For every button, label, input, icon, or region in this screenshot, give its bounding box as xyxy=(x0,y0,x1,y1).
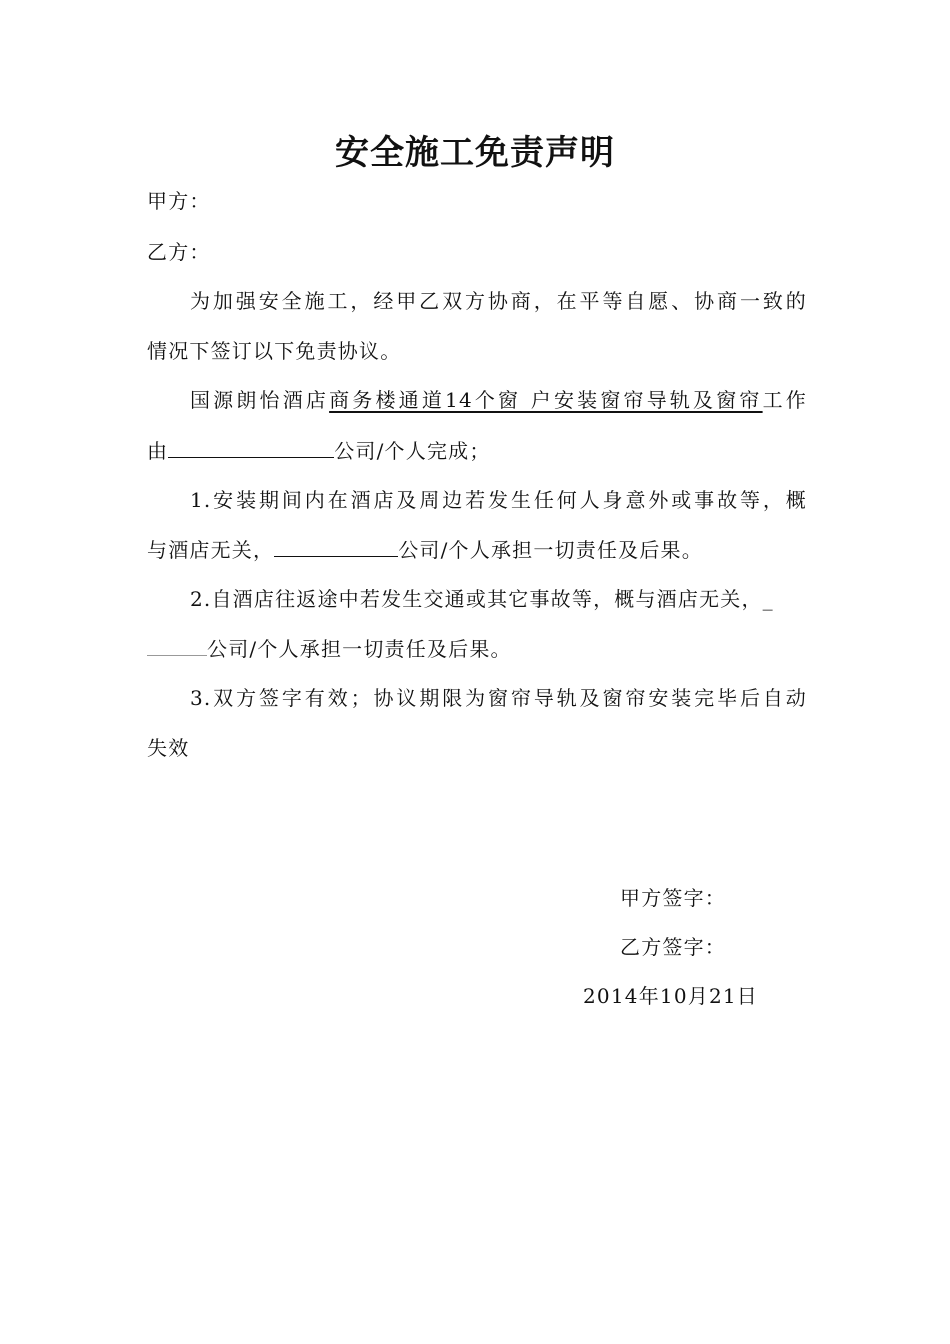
party-b-signature-label: 乙方签字： xyxy=(620,935,726,959)
document-title: 安全施工免责声明 xyxy=(335,133,615,173)
clause-3-line-2: 失效 xyxy=(147,736,190,760)
scope-line-2 xyxy=(147,435,807,466)
party-a-label: 甲方： xyxy=(147,189,211,213)
clause-1-line-2 xyxy=(147,534,807,565)
clause-3-line-1: 3.双方签字有效；协议期限为窗帘导轨及窗帘安装完毕后自动 xyxy=(190,686,807,710)
company-blank-1 xyxy=(168,435,334,458)
company-blank-3 xyxy=(147,633,207,656)
scope-line2-prefix: 由 xyxy=(147,439,169,463)
scope-underlined-task: 商务楼通道14个窗 户安装窗帘导轨及窗帘 xyxy=(329,388,763,412)
clause-1-line-1: 1.安装期间内在酒店及周边若发生任何人身意外或事故等，概 xyxy=(190,488,807,512)
clause-2-line-2 xyxy=(147,633,807,664)
clause-2-line-1: 2.自酒店往返途中若发生交通或其它事故等，概与酒店无关，_ xyxy=(190,587,774,611)
intro-line-1: 为加强安全施工，经甲乙双方协商，在平等自愿、协商一致的 xyxy=(190,289,807,313)
scope-suffix: 工作 xyxy=(762,388,807,412)
clause-1-prefix: 与酒店无关， xyxy=(147,538,275,562)
scope-line-1 xyxy=(190,385,807,415)
scope-prefix: 国源朗怡酒店 xyxy=(190,388,330,412)
intro-line-2: 情况下签订以下免责协议。 xyxy=(147,339,402,363)
company-blank-2 xyxy=(274,534,398,557)
clause-2-suffix: 公司/个人承担一切责任及后果。 xyxy=(207,637,512,661)
party-b-label: 乙方： xyxy=(147,240,211,264)
clause-1-suffix: 公司/个人承担一切责任及后果。 xyxy=(398,538,703,562)
scope-line2-suffix: 公司/个人完成； xyxy=(334,439,491,463)
signature-date: 2014年10月21日 xyxy=(583,984,758,1008)
party-a-signature-label: 甲方签字： xyxy=(620,886,726,910)
